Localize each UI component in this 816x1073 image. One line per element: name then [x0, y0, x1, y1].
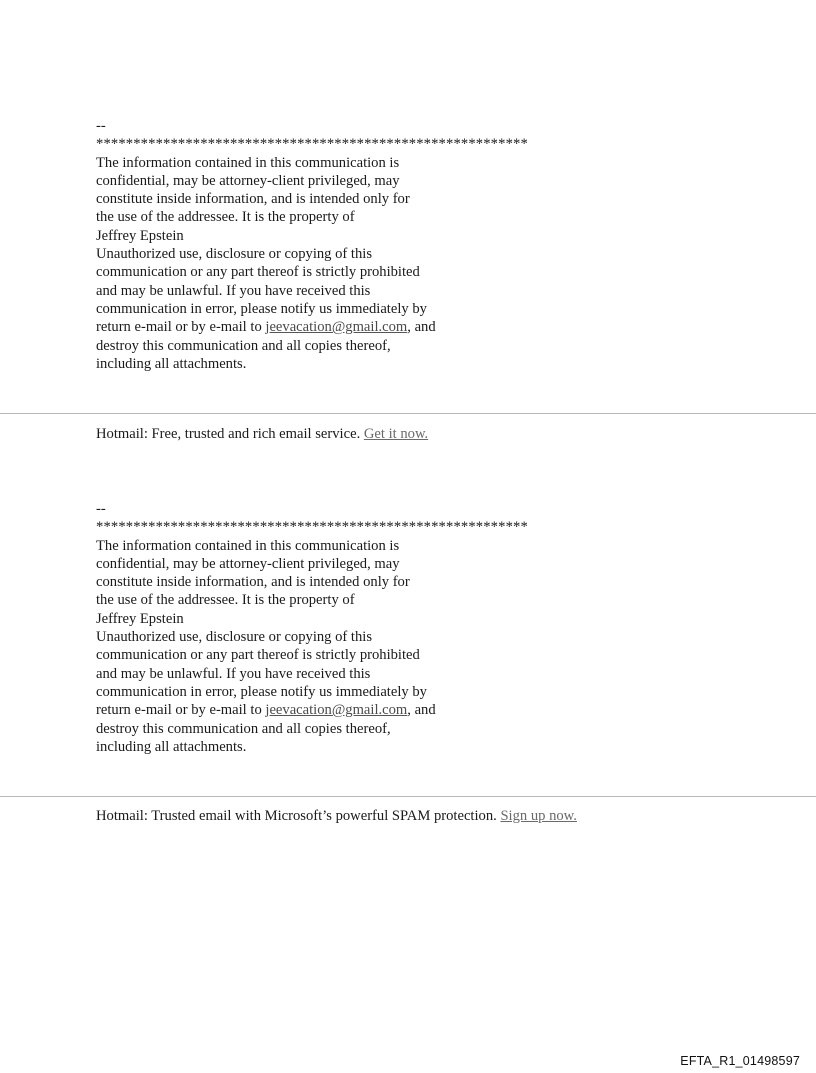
disclaimer-line: constitute inside information, and is intended only for — [96, 574, 410, 591]
email-link[interactable]: jeevacation@gmail.com — [265, 702, 408, 719]
divider — [0, 796, 816, 797]
disclaimer-line: including all attachments. — [96, 738, 247, 755]
email-suffix: , and — [407, 319, 436, 336]
disclaimer-line: confidential, may be attorney-client privileged, may — [96, 555, 400, 572]
disclaimer-email-line — [96, 318, 528, 336]
promo-text: Hotmail: Free, trusted and rich email service. — [96, 426, 364, 442]
disclaimer-line: destroy this communication and all copies thereof, — [96, 337, 391, 354]
disclaimer-line: constitute inside information, and is intended only for — [96, 191, 410, 208]
promo-line — [96, 425, 428, 443]
disclaimer-line: including all attachments. — [96, 355, 247, 372]
disclaimer-email-line — [96, 701, 528, 719]
disclaimer-line: communication in error, please notify us immediately by — [96, 300, 427, 317]
email-prefix: return e-mail or by e-mail to — [96, 319, 266, 336]
disclaimer-line: and may be unlawful. If you have received this — [96, 665, 371, 682]
disclaimer-line: The information contained in this communication is — [96, 537, 400, 554]
disclaimer-line: communication in error, please notify us immediately by — [96, 683, 427, 700]
document-id: EFTA_R1_01498597 — [680, 1054, 800, 1068]
disclaimer-line: the use of the addressee. It is the property of — [96, 592, 355, 609]
disclaimer-line: destroy this communication and all copies thereof, — [96, 720, 391, 737]
disclaimer-line: confidential, may be attorney-client privileged, may — [96, 172, 400, 189]
disclaimer-line: communication or any part thereof is strictly prohibited — [96, 647, 420, 664]
separator-stars: ********************************************************** — [96, 519, 528, 536]
disclaimer-line: and may be unlawful. If you have received this — [96, 282, 371, 299]
divider — [0, 413, 816, 414]
signature-dashes: -- — [96, 118, 106, 134]
disclaimer-block — [96, 500, 528, 756]
promo-link[interactable]: Get it now. — [363, 426, 429, 442]
email-link[interactable]: jeevacation@gmail.com — [265, 319, 408, 336]
disclaimer-block — [96, 117, 528, 373]
disclaimer-line: The information contained in this communication is — [96, 154, 400, 171]
promo-link[interactable]: Sign up now. — [500, 808, 577, 824]
disclaimer-line: Jeffrey Epstein — [96, 610, 184, 627]
email-suffix: , and — [407, 702, 436, 719]
disclaimer-line: Jeffrey Epstein — [96, 227, 184, 244]
promo-text: Hotmail: Trusted email with Microsoft’s powerful SPAM protection. — [96, 808, 501, 824]
email-prefix: return e-mail or by e-mail to — [96, 702, 266, 719]
promo-line — [96, 807, 577, 825]
disclaimer-line: Unauthorized use, disclosure or copying of this — [96, 629, 373, 646]
signature-dashes: -- — [96, 501, 106, 517]
disclaimer-line: communication or any part thereof is strictly prohibited — [96, 264, 420, 281]
separator-stars: ********************************************************** — [96, 136, 528, 153]
disclaimer-line: Unauthorized use, disclosure or copying of this — [96, 246, 373, 263]
disclaimer-line: the use of the addressee. It is the property of — [96, 209, 355, 226]
